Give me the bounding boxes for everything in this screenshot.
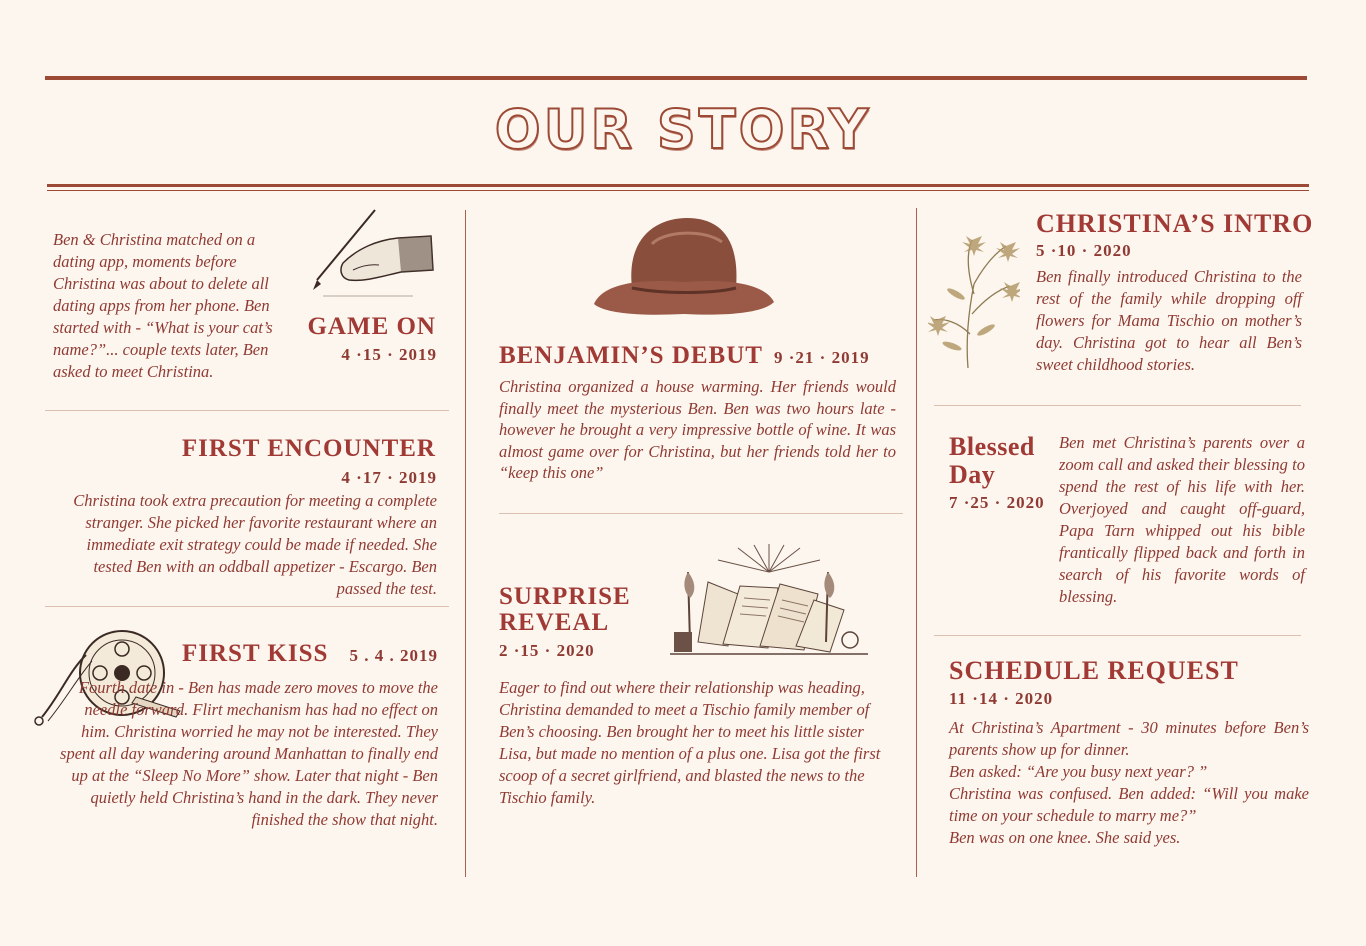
bowler-hat-icon [592, 214, 776, 320]
column-divider-left [465, 210, 466, 877]
christinas-intro-title: CHRISTINA’S INTRO [1036, 209, 1314, 238]
first-kiss-date: 5 . 4 . 2019 [349, 646, 438, 665]
first-encounter-text: Christina took extra precaution for meeting a complete stranger. She picked her favorite restaurant where an immediate exit strategy could be made if needed. She tested Ben with an oddball appetizer - Escargo. Ben passed the test. [73, 491, 437, 598]
first-kiss-title: FIRST KISS [182, 640, 329, 667]
first-encounter-title: FIRST ENCOUNTER [181, 435, 436, 462]
benjamins-debut-title: BENJAMIN’S DEBUT [499, 342, 763, 369]
schedule-request-title: SCHEDULE REQUEST [949, 656, 1239, 685]
divider-3 [499, 513, 903, 514]
blessed-day-title-line2: Day [949, 460, 996, 489]
newspapers-icon [668, 542, 870, 662]
surprise-reveal-title-line2: REVEAL [499, 609, 610, 636]
surprise-reveal-date: 2 ·15 · 2020 [499, 641, 595, 660]
surprise-reveal-title-line1: SURPRISE [499, 583, 631, 610]
schedule-request-line4: Ben was on one knee. She said yes. [949, 828, 1181, 847]
blessed-day-title-line1: Blessed [949, 432, 1035, 461]
divider-2 [45, 606, 449, 607]
blessed-day-date: 7 ·25 · 2020 [949, 493, 1045, 512]
title-rule-lower [47, 190, 1309, 191]
title-rule-upper [47, 184, 1309, 187]
schedule-request-line1: At Christina’s Apartment - 30 minutes before Ben’s parents show up for dinner. [949, 718, 1309, 759]
schedule-request-line3: Christina was confused. Ben added: “Will you make time on your schedule to marry me?” [949, 784, 1309, 825]
schedule-request-line2: Ben asked: “Are you busy next year? ” [949, 762, 1208, 781]
top-rule [45, 76, 1307, 80]
christinas-intro-date: 5 ·10 · 2020 [1036, 241, 1132, 260]
page-title-wrap [0, 98, 1366, 161]
first-encounter-date: 4 ·17 · 2019 [341, 468, 437, 487]
flower-icon [928, 234, 1020, 370]
blessed-day-text: Ben met Christina’s parents over a zoom call and asked their blessing to spend the rest of his life with her. Overjoyed and caught off-guard, Papa Tarn whipped out his bible frantically flipped back and forth in search of his favorite words of blessing. [1059, 433, 1305, 606]
schedule-request-date: 11 ·14 · 2020 [949, 689, 1054, 708]
game-on-text: Ben & Christina matched on a dating app, moments before Christina was about to delete all dating apps from her phone. Ben started with - “What is your cat’s name?”... couple texts later, Ben asked to meet Christina. [53, 230, 273, 381]
divider-4 [934, 405, 1301, 406]
pen-hand-icon [303, 208, 438, 300]
divider-5 [934, 635, 1301, 636]
schedule-request-text [949, 717, 1309, 849]
game-on-title: GAME ON [307, 313, 436, 340]
benjamins-debut-date: 9 ·21 · 2019 [774, 348, 870, 367]
column-divider-right [916, 208, 917, 877]
christinas-intro-text: Ben finally introduced Christina to the rest of the family while dropping off flowers for Mama Tischio on mother’s day. Christina got to hear all Ben’s sweet childhood stories. [1036, 267, 1302, 374]
divider-1 [45, 410, 449, 411]
surprise-reveal-text: Eager to find out where their relationship was heading, Christina demanded to meet a Tischio family member of Ben’s choosing. Ben brought her to meet his little sister Lisa, but made no mention of a plus one. Lisa got the first scoop of a secret girlfriend, and blasted the news to the Tischio family. [499, 678, 881, 807]
game-on-date: 4 ·15 · 2019 [341, 345, 437, 364]
page-title: OUR STORY [494, 98, 872, 161]
first-kiss-text: Fourth date in - Ben has made zero moves to move the needle forward. Flirt mechanism has had no effect on him. Christina worried he may not be interested. They spent all day wandering around Manhattan to finally end up at the “Sleep No More” show. Later that night - Ben quietly held Christina’s hand in the dark. They never finished the show that night. [60, 678, 438, 829]
benjamins-debut-text: Christina organized a house warming. Her friends would finally meet the mysterious Ben. Ben was two hours late - however he brought a very impressive bottle of wine. It was almost game over for Christina, but her friends told her to “keep this one” [499, 377, 896, 482]
